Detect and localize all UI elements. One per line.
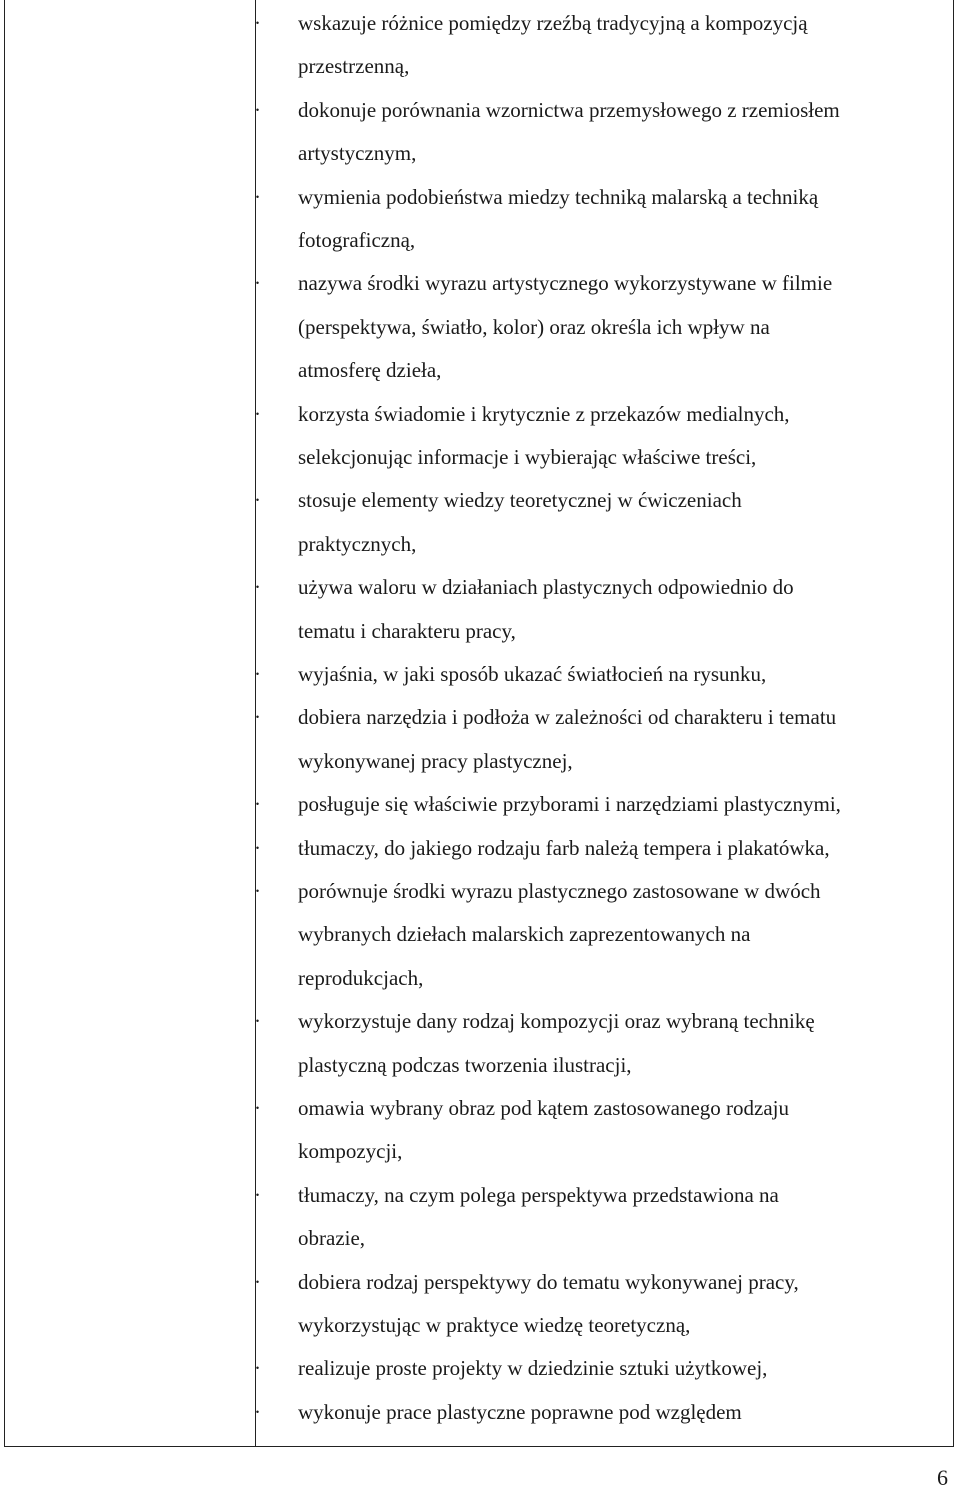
bullet-icon: ·	[254, 662, 261, 686]
bullet-icon: ·	[254, 488, 261, 513]
list-item-line: wymienia podobieństwa miedzy techniką malarską a techniką	[298, 184, 819, 209]
bullet-icon: ·	[254, 835, 261, 860]
list-item-line: tematu i charakteru pracy,	[298, 618, 516, 643]
list-item-line: nazywa środki wyrazu artystycznego wykorzystywane w filmie	[298, 271, 833, 296]
list-item-line: realizuje proste projekty w dziedzinie sztuki użytkowej,	[298, 1356, 768, 1381]
list-item-line: omawia wybrany obraz pod kątem zastosowanego rodzaju	[298, 1096, 789, 1120]
bullet-icon: ·	[254, 401, 261, 426]
list-item-line: selekcjonując informacje i wybierając właściwe treści,	[298, 445, 757, 469]
bullet-icon: ·	[254, 792, 261, 817]
page-number: 6	[937, 1465, 948, 1490]
list-item-line: praktycznych,	[298, 531, 417, 556]
list-item-line: wykonywanej pracy plastycznej,	[298, 748, 573, 773]
bullet-icon: ·	[254, 1269, 261, 1294]
list-item-line: wykorzystując w praktyce wiedzę teoretyczną,	[298, 1313, 691, 1337]
list-item-line: posługuje się właściwie przyborami i narzędziami plastycznymi,	[298, 792, 841, 817]
list-item-line: plastyczną podczas tworzenia ilustracji,	[298, 1052, 632, 1077]
list-item-line: wskazuje różnice pomiędzy rzeźbą tradycyjną a kompozycją	[298, 11, 808, 35]
list-item-line: korzysta świadomie i krytycznie z przekazów medialnych,	[298, 401, 790, 426]
list-item-line: reprodukcjach,	[298, 965, 424, 990]
bullet-icon: ·	[254, 705, 261, 730]
list-item-line: artystycznym,	[298, 141, 417, 166]
bullet-icon: ·	[254, 1096, 261, 1120]
list-item-line: wybranych dziełach malarskich zaprezentowanych na	[298, 922, 751, 947]
list-item-line: stosuje elementy wiedzy teoretycznej w ćwiczeniach	[298, 488, 742, 513]
list-item-line: kompozycji,	[298, 1139, 403, 1164]
list-item-line: dobiera narzędzia i podłoża w zależności od charakteru i tematu	[298, 705, 837, 730]
bullet-icon: ·	[254, 1356, 261, 1381]
bullet-icon: ·	[254, 575, 261, 600]
list-item-line: przestrzenną,	[298, 54, 410, 79]
list-item-line: dobiera rodzaj perspektywy do tematu wykonywanej pracy,	[298, 1269, 799, 1294]
list-item-line: wyjaśnia, w jaki sposób ukazać światłocień na rysunku,	[298, 662, 767, 686]
list-item-line: dokonuje porównania wzornictwa przemysłowego z rzemiosłem	[298, 97, 840, 122]
bullet-icon: ·	[254, 879, 261, 903]
list-item-line: tłumaczy, do jakiego rodzaju farb należą tempera i plakatówka,	[298, 835, 830, 860]
list-item-line: używa waloru w działaniach plastycznych odpowiednio do	[298, 575, 794, 600]
list-item-line: porównuje środki wyrazu plastycznego zastosowane w dwóch	[298, 879, 821, 903]
bullet-icon: ·	[254, 1399, 261, 1424]
bullet-icon: ·	[254, 11, 261, 35]
bullet-icon: ·	[254, 97, 261, 122]
bullet-icon: ·	[254, 1182, 261, 1207]
bullet-icon: ·	[254, 1009, 261, 1034]
list-item-line: fotograficzną,	[298, 228, 416, 252]
list-item-line: wykorzystuje dany rodzaj kompozycji oraz wybraną technikę	[298, 1009, 815, 1034]
list-item-line: atmosferę dzieła,	[298, 358, 442, 383]
bullet-icon: ·	[254, 184, 261, 209]
bullet-icon: ·	[254, 271, 261, 296]
list-item-line: wykonuje prace plastyczne poprawne pod względem	[298, 1399, 742, 1424]
list-item-line: (perspektywa, światło, kolor) oraz określa ich wpływ na	[298, 314, 770, 339]
list-item-line: obrazie,	[298, 1226, 366, 1251]
list-item-line: tłumaczy, na czym polega perspektywa przedstawiona na	[298, 1182, 779, 1207]
